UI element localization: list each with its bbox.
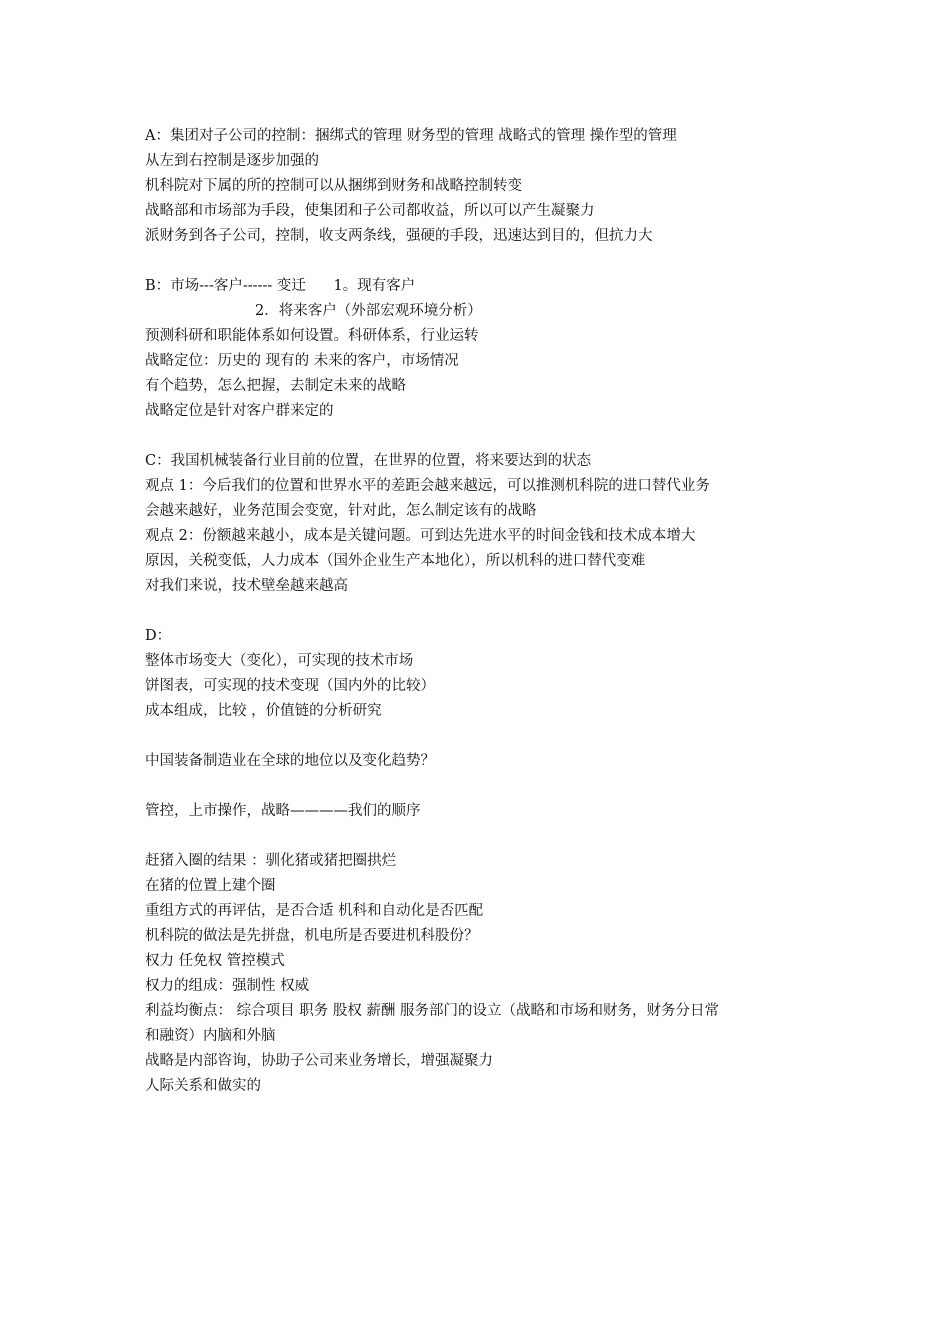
section-e-line-10: 人际关系和做实的 (145, 1078, 261, 1094)
section-c-line-2: 观点 1：今后我们的位置和世界水平的差距会越来越远，可以推测机科院的进口替代业务 (145, 478, 710, 494)
section-b-line-4: 战略定位：历史的 现有的 未来的客户，市场情况 (145, 353, 459, 369)
section-a-line-2: 从左到右控制是逐步加强的 (145, 153, 319, 169)
section-c-line-6: 对我们来说，技术壁垒越来越高 (145, 578, 348, 594)
section-b-line-5: 有个趋势，怎么把握，去制定未来的战略 (145, 378, 406, 394)
paragraph-spacer (145, 774, 825, 799)
section-c (145, 449, 825, 599)
section-e-line-5: 权力 任免权 管控模式 (145, 953, 285, 969)
paragraph-spacer (145, 599, 825, 624)
paragraph-spacer (145, 724, 825, 749)
section-e-line-9: 战略是内部咨询，协助子公司来业务增长，增强凝聚力 (145, 1053, 493, 1069)
section-d-line-3: 饼图表，可实现的技术变现（国内外的比较） (145, 678, 435, 694)
paragraph-spacer (145, 424, 825, 449)
section-d-line-2: 整体市场变大（变化），可实现的技术市场 (145, 653, 414, 669)
question-line: 中国装备制造业在全球的地位以及变化趋势？ (145, 753, 435, 769)
section-d (145, 624, 825, 724)
section-b (145, 274, 825, 424)
section-c-line-3: 会越来越好，业务范围会变宽，针对此，怎么制定该有的战略 (145, 503, 537, 519)
section-e-line-7: 利益均衡点： 综合项目 职务 股权 薪酬 服务部门的设立（战略和市场和财务，财务分日常 (145, 1003, 720, 1019)
section-b-line-3: 预测科研和职能体系如何设置。科研体系，行业运转 (145, 328, 479, 344)
section-c-line-4: 观点 2：份额越来越小，成本是关键问题。可到达先进水平的时间金钱和技术成本增大 (145, 528, 696, 544)
section-e (145, 849, 825, 1099)
section-d-line-1: D： (145, 628, 172, 644)
section-e-line-6: 权力的组成：强制性 权威 (145, 978, 310, 994)
section-b-line-6: 战略定位是针对客户群来定的 (145, 403, 334, 419)
section-b-line-2: 2．将来客户（外部宏观环境分析） (255, 303, 482, 319)
section-a-line-3: 机科院对下属的所的控制可以从捆绑到财务和战略控制转变 (145, 178, 522, 194)
section-e-line-1: 赶猪入圈的结果 ：驯化猪或猪把圈拱烂 (145, 853, 397, 869)
section-b-line-1: B：市场---客户------ 变迁 1。现有客户 (145, 278, 416, 294)
section-d-line-4: 成本组成，比较 ，价值链的分析研究 (145, 703, 382, 719)
section-c-line-5: 原因，关税变低，人力成本（国外企业生产本地化），所以机科的进口替代变难 (145, 553, 646, 569)
order-line: 管控，上市操作，战略————我们的顺序 (145, 803, 421, 819)
section-e-line-2: 在猪的位置上建个圈 (145, 878, 276, 894)
section-e-line-4: 机科院的做法是先拼盘，机电所是否要进机科股份？ (145, 928, 479, 944)
section-c-line-1: C：我国机械装备行业目前的位置，在世界的位置，将来要达到的状态 (145, 453, 592, 469)
paragraph-spacer (145, 249, 825, 274)
section-a-line-4: 战略部和市场部为手段，使集团和子公司都收益，所以可以产生凝聚力 (145, 203, 595, 219)
section-e-line-8: 和融资）内脑和外脑 (145, 1028, 276, 1044)
section-a-line-5: 派财务到各子公司，控制，收支两条线，强硬的手段，迅速达到目的，但抗力大 (145, 228, 653, 244)
section-e-line-3: 重组方式的再评估，是否合适 机科和自动化是否匹配 (145, 903, 484, 919)
document-page (145, 124, 825, 1099)
section-a-line-1: A：集团对子公司的控制：捆绑式的管理 财务型的管理 战略式的管理 操作型的管理 (145, 128, 677, 144)
paragraph-spacer (145, 824, 825, 849)
section-a (145, 124, 825, 249)
